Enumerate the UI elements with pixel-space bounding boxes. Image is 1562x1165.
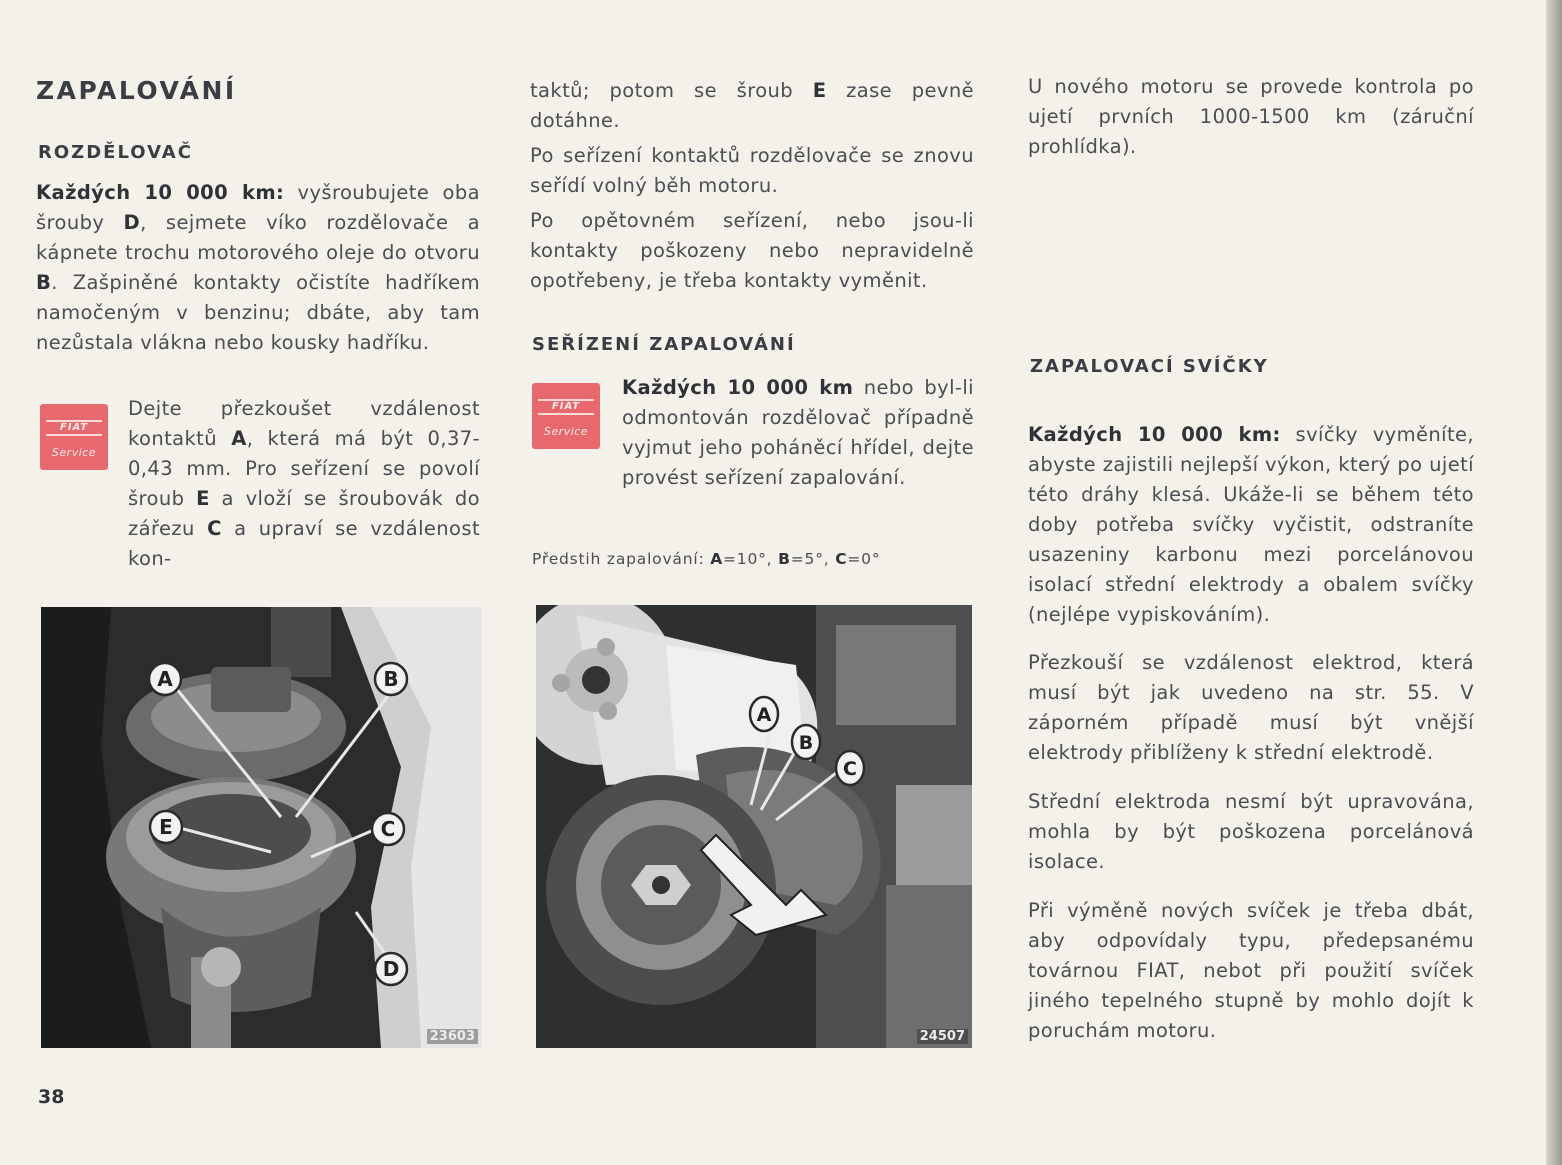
callout-label: C: [843, 758, 857, 780]
timing-marks-photo: [536, 605, 972, 1048]
paragraph-replace-contacts: Po opětovném seřízení, nebo jsou-li kontakty poškozeny nebo nepravidelně opotřebeny, je třeba kontakty vyměnit.: [530, 209, 974, 292]
distributor-illustration: [41, 607, 482, 1048]
callout-label: A: [157, 667, 173, 691]
paragraph-spark-plug-replace: Každých 10 000 km: svíčky vyměníte, abyste zajistili nejlepší výkon, který po ujetí této dráhy klesá. Ukáže-li se během této doby potřeba svíčky vyčistit, odstraníte usazeniny karbonu mezi porcelánovou isolací střední elektrody a obalem svíčky (nejlépe vypiskováním).: [1028, 423, 1474, 626]
callout-label: B: [798, 732, 814, 754]
paragraph-electrode-gap: Přezkouší se vzdálenost elektrod, která musí být jak uvedeno na str. 55. V záporném případě musí být vnější elektrody přiblíženy k střední elektrodě.: [1028, 651, 1474, 764]
key-letter: A: [231, 427, 247, 450]
paragraph-center-electrode: Střední elektroda nesmí být upravována, mohla by být poškozena porcelánová isolace.: [1028, 790, 1474, 873]
section-heading-ignition-timing: SEŘÍZENÍ ZAPALOVÁNÍ: [532, 334, 796, 355]
pulley-illustration: [536, 605, 972, 1048]
paragraph-ignition-timing: Každých 10 000 km nebo byl-li odmontován rozdělovač případně vyjmut jeho poháněcí hřídel, dejte provést seřízení zapalování.: [622, 376, 974, 489]
paragraph-tighten-screw: taktů; potom se šroub E zase pevně dotáhne.: [530, 79, 974, 132]
fiat-service-badge: FIAT Service: [40, 404, 108, 470]
key-letter: D: [123, 211, 141, 234]
section-heading-spark-plugs: ZAPALOVACÍ SVÍČKY: [1030, 356, 1269, 377]
paragraph-distributor-maintenance: Každých 10 000 km: vyšroubujete oba šrouby D, sejmete víko rozdělovače a kápnete trochu motorového oleje do otvoru B. Zašpiněné kontakty očistíte hadříkem namočeným v benzinu; dbáte, aby tam nezůstala vlákna nebo kousky hadříku.: [36, 181, 480, 354]
page-title: ZAPALOVÁNÍ: [36, 76, 237, 105]
page-number: 38: [38, 1086, 65, 1108]
interval-lead: Každých 10 000 km: [622, 376, 854, 399]
interval-lead: Každých 10 000 km:: [36, 181, 285, 204]
page-edge-shadow: [1546, 0, 1562, 1165]
paragraph-new-engine-check: U nového motoru se provede kontrola po ujetí prvních 1000-1500 km (záruční prohlídka).: [1028, 75, 1474, 158]
callout-label: D: [382, 957, 400, 981]
paragraph-idle-adjust: Po seřízení kontaktů rozdělovače se znovu seřídí volný běh motoru.: [530, 144, 974, 197]
fiat-logo-icon: FIAT: [538, 399, 594, 415]
interval-lead: Každých 10 000 km:: [1028, 423, 1281, 446]
photo-number: 23603: [427, 1029, 478, 1044]
paragraph-plug-type: Při výměně nových svíček je třeba dbát, aby odpovídaly typu, předepsanému továrnou FIAT, nebot při použití svíček jiného tepelného stupně by mohlo dojít k poruchám motoru.: [1028, 899, 1474, 1042]
fiat-logo-icon: FIAT: [46, 420, 102, 436]
key-letter: E: [196, 487, 210, 510]
timing-caption: Předstih zapalování: A=10°, B=5°, C=0°: [532, 550, 881, 568]
fiat-service-badge: FIAT Service: [532, 383, 600, 449]
section-heading-distributor: ROZDĚLOVAČ: [38, 142, 193, 163]
callout-label: E: [159, 815, 173, 839]
distributor-photo: [41, 607, 482, 1048]
key-letter: B: [36, 271, 52, 294]
photo-number: 24507: [917, 1029, 968, 1044]
callout-label: C: [380, 817, 396, 841]
key-letter: E: [812, 79, 827, 102]
callout-label: B: [383, 667, 399, 691]
callout-label: A: [756, 704, 772, 726]
key-letter: C: [207, 517, 222, 540]
